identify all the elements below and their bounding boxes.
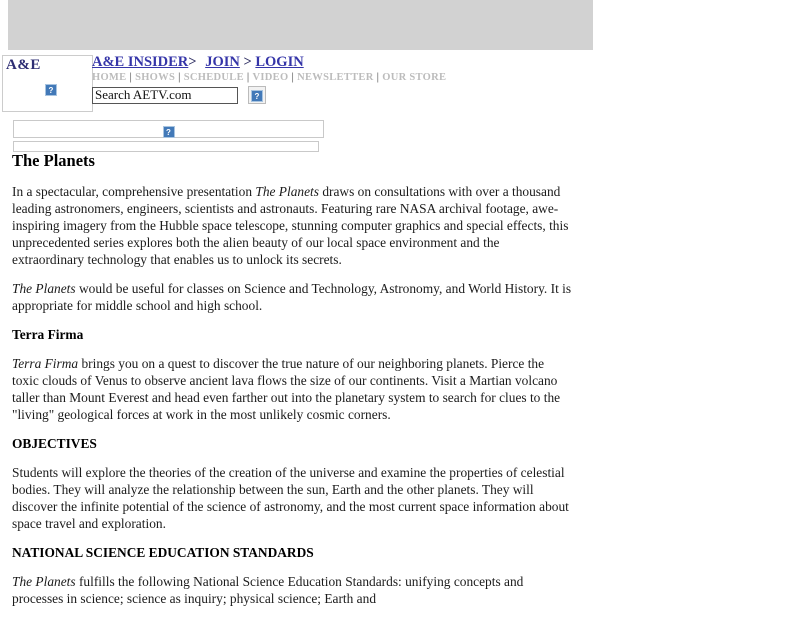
- objectives-paragraph: Students will explore the theories of the creation of the universe and examine the properties of celestial bodies. They will analyze the relationship between the sun, Earth and the other planets. They will discover the infinite potential of the science of astronomy, and the most current space information about space travel and exploration.: [12, 465, 569, 531]
- broken-image-icon: ?: [45, 84, 57, 96]
- standards-text: fulfills the following National Science Education Standards: unifying concepts and processes in science; science as inquiry; physical science; Earth and: [12, 574, 524, 606]
- intro-text-post: draws on consultations with over a thousand leading astronomers, engineers, scientists and astronauts. Featuring rare NASA archival footage, awe-inspiring imagery from the Hubble space telescope, stunning computer graphics and special effects, this unprecedented series explores both the alien beauty of our local space environment and the extraordinary technology that enables us to unlock its secrets.: [12, 184, 569, 267]
- header-nav: [92, 54, 446, 104]
- broken-image-icon: ?: [163, 126, 175, 138]
- standards-paragraph: [12, 573, 572, 607]
- intro-text-pre: In a spectacular, comprehensive presentation: [12, 184, 256, 199]
- account-separator: >: [243, 54, 252, 70]
- menu-item-newsletter[interactable]: NEWSLETTER: [297, 72, 374, 83]
- menu-item-schedule[interactable]: SCHEDULE: [183, 72, 244, 83]
- menu-item-video[interactable]: VIDEO: [252, 72, 289, 83]
- menu-separator: |: [291, 72, 295, 83]
- logo-box: [2, 55, 93, 112]
- intro-title-em: The Planets: [255, 184, 319, 199]
- audience-paragraph: [12, 280, 572, 314]
- account-links: [92, 54, 446, 71]
- main-menu: [92, 72, 446, 83]
- terra-text: brings you on a quest to discover the true nature of our neighboring planets. Pierce the toxic clouds of Venus to observe ancient lava flows the size of our continents. Visit a Martian volcano taller than Mount Everest and head even farther out into the planetary system to search for clues to the "living" geological forces at work in the most unlikely cosmic corners.: [12, 356, 561, 422]
- menu-separator: |: [178, 72, 181, 83]
- terra-title-em: Terra Firma: [12, 356, 79, 371]
- audience-text: would be useful for classes on Science and Technology, Astronomy, and World History. It is appropriate for middle school and high school.: [12, 281, 572, 313]
- account-separator: >: [188, 54, 197, 70]
- objectives-heading: OBJECTIVES: [12, 436, 97, 451]
- broken-image-icon: ?: [251, 90, 263, 102]
- link-ae-insider[interactable]: A&E INSIDER: [92, 54, 189, 70]
- menu-separator: |: [129, 72, 133, 83]
- article-content: [12, 151, 572, 619]
- intro-paragraph: [12, 183, 572, 268]
- terra-paragraph: [12, 355, 572, 423]
- audience-title-em: The Planets: [12, 281, 76, 296]
- top-ad-banner: [8, 0, 593, 50]
- menu-separator: |: [376, 72, 380, 83]
- aetv-logo[interactable]: A&E: [6, 57, 41, 73]
- search-bar: [92, 86, 446, 104]
- search-button[interactable]: [248, 86, 266, 104]
- promo-banner-box: [13, 120, 324, 138]
- page-title: The Planets: [12, 151, 95, 170]
- link-join[interactable]: JOIN: [205, 54, 240, 70]
- search-input[interactable]: [92, 87, 238, 104]
- menu-separator: |: [246, 72, 250, 83]
- menu-item-home[interactable]: HOME: [92, 72, 127, 83]
- link-login[interactable]: LOGIN: [255, 54, 304, 70]
- menu-item-our-store[interactable]: OUR STORE: [382, 72, 447, 83]
- standards-heading: NATIONAL SCIENCE EDUCATION STANDARDS: [12, 545, 314, 560]
- standards-title-em: The Planets: [12, 574, 76, 589]
- terra-firma-heading: Terra Firma: [12, 327, 84, 342]
- menu-item-shows[interactable]: SHOWS: [135, 72, 176, 83]
